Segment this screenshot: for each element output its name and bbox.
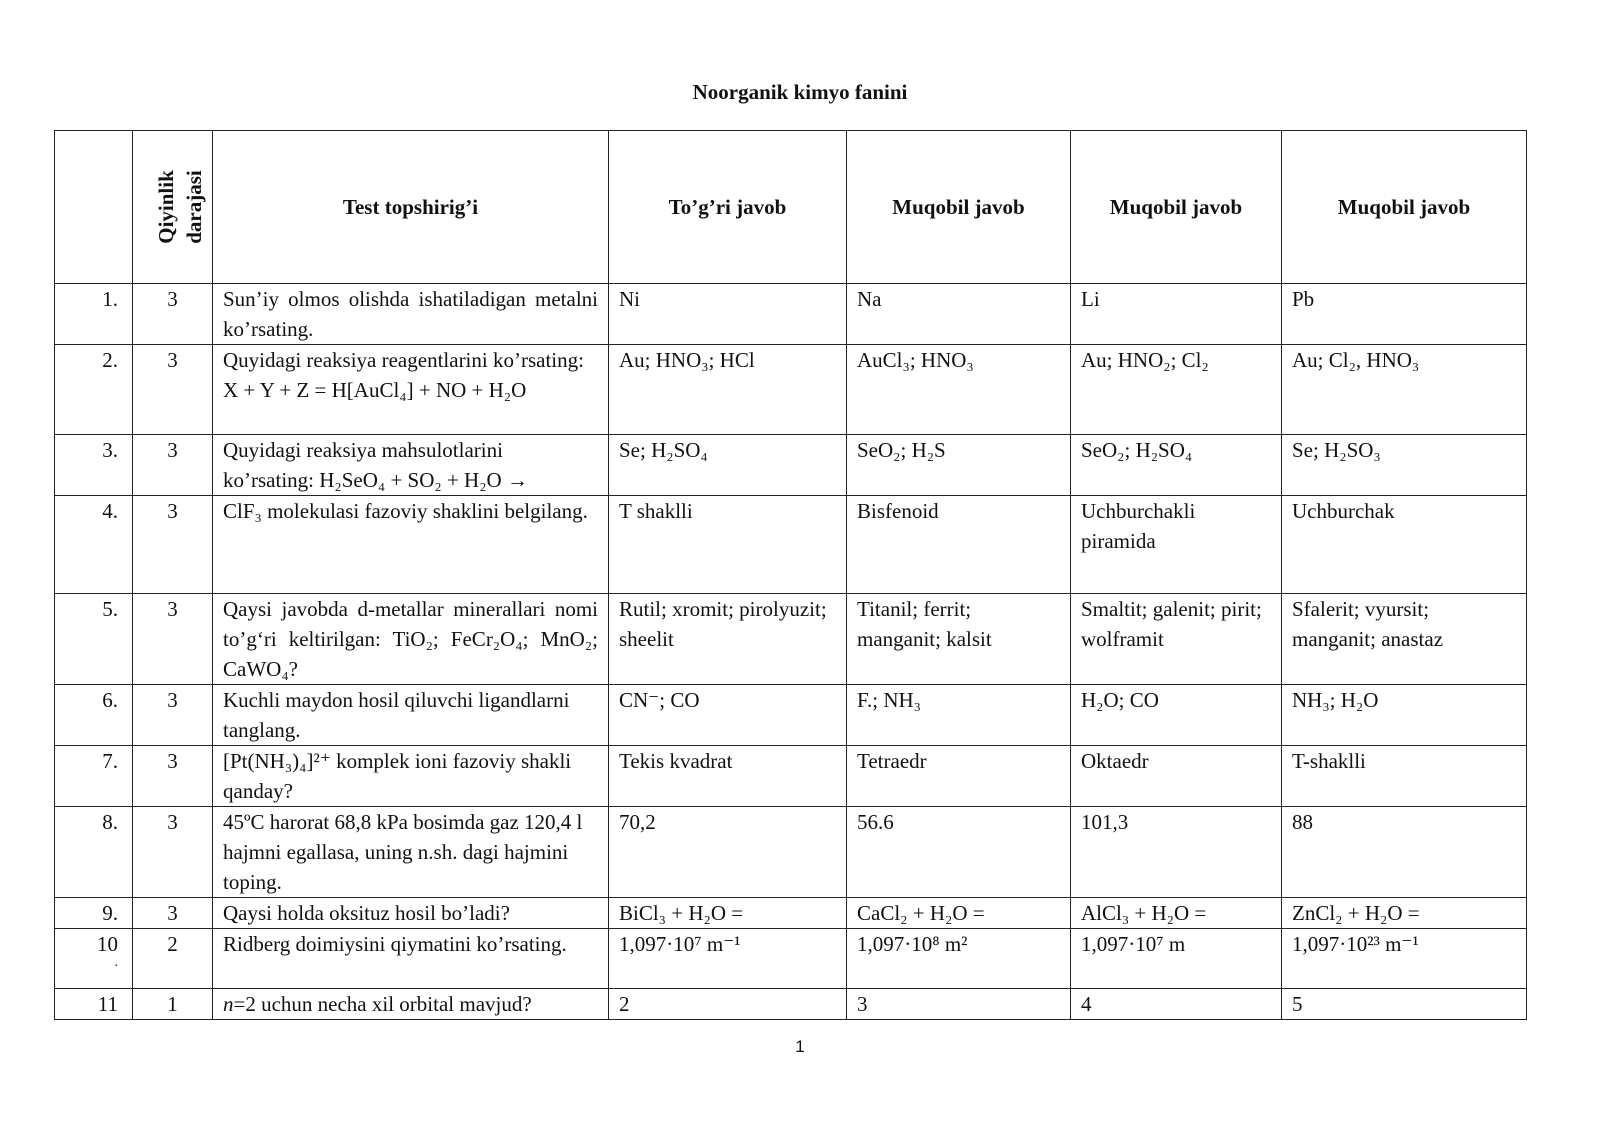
document-title: Noorganik kimyo fanini <box>692 80 908 104</box>
row-alternative-2: Li <box>1071 284 1282 345</box>
row-task: Qaysi holda oksituz hosil bo’ladi? <box>213 898 609 929</box>
row-alternative-1: Tetraedr <box>847 746 1071 807</box>
row-task <box>213 989 609 1020</box>
row-correct-answer: Rutil; xromit; pirolyuzit; sheelit <box>609 594 847 685</box>
row-number: 2. <box>55 345 133 435</box>
row-difficulty: 3 <box>133 496 213 594</box>
row-number-mark: . <box>114 955 118 970</box>
row-difficulty: 3 <box>133 435 213 496</box>
row-correct-answer: 70,2 <box>609 807 847 898</box>
row-alternative-3: ZnCl₂ + H₂O = <box>1282 898 1527 929</box>
row-number: 10 <box>97 932 118 956</box>
row-correct-answer: 2 <box>609 989 847 1020</box>
row-number: 4. <box>55 496 133 594</box>
table-row <box>55 807 1527 898</box>
row-difficulty: 3 <box>133 746 213 807</box>
row-task: Qaysi javobda d-metallar minerallari nomi to’g‘ri keltirilgan: TiO₂; FeCr₂O₄; MnO₂; CaWO₄? <box>213 594 609 685</box>
row-task: Ridberg doimiysini qiymatini ko’rsating. <box>213 929 609 989</box>
row-alternative-3: Uchburchak <box>1282 496 1527 594</box>
row-alternative-2: Oktaedr <box>1071 746 1282 807</box>
row-alternative-1: CaCl₂ + H₂O = <box>847 898 1071 929</box>
row-alternative-2: 101,3 <box>1071 807 1282 898</box>
row-alternative-3: Au; Cl₂, HNO₃ <box>1282 345 1527 435</box>
row-alternative-1: Titanil; ferrit; manganit; kalsit <box>847 594 1071 685</box>
test-table <box>54 130 1527 1020</box>
row-correct-answer: Tekis kvadrat <box>609 746 847 807</box>
row-difficulty: 2 <box>133 929 213 989</box>
row-alternative-3: NH₃; H₂O <box>1282 685 1527 746</box>
row-alternative-2: 4 <box>1071 989 1282 1020</box>
row-number: 3. <box>55 435 133 496</box>
row-alternative-3: Pb <box>1282 284 1527 345</box>
table-row <box>55 685 1527 746</box>
row-number: 1. <box>55 284 133 345</box>
table-row <box>55 929 1527 989</box>
row-correct-answer: BiCl₃ + H₂O = <box>609 898 847 929</box>
row-correct-answer: Se; H₂SO₄ <box>609 435 847 496</box>
row-correct-answer: CN⁻; CO <box>609 685 847 746</box>
row-task-text: =2 uchun necha xil orbital mavjud? <box>233 992 532 1016</box>
row-number: 11 <box>55 989 133 1020</box>
row-alternative-1: 1,097·10⁸ m² <box>847 929 1071 989</box>
row-difficulty: 3 <box>133 594 213 685</box>
row-number: 7. <box>55 746 133 807</box>
row-number: 6. <box>55 685 133 746</box>
table-row <box>55 594 1527 685</box>
header-alternative-answer-1: Muqobil javob <box>847 131 1071 284</box>
row-alternative-3: 88 <box>1282 807 1527 898</box>
table-row <box>55 345 1527 435</box>
table-header-row <box>55 131 1527 284</box>
row-alternative-1: AuCl₃; HNO₃ <box>847 345 1071 435</box>
row-alternative-2: Smaltit; galenit; pirit; wolframit <box>1071 594 1282 685</box>
header-difficulty <box>133 131 213 284</box>
row-correct-answer: T shaklli <box>609 496 847 594</box>
row-alternative-1: SeO₂; H₂S <box>847 435 1071 496</box>
row-number: 5. <box>55 594 133 685</box>
table-row <box>55 898 1527 929</box>
row-alternative-3: Sfalerit; vyursit; manganit; anastaz <box>1282 594 1527 685</box>
table-row <box>55 989 1527 1020</box>
row-number: 8. <box>55 807 133 898</box>
row-task: ClF₃ molekulasi fazoviy shaklini belgilang. <box>213 496 609 594</box>
row-alternative-3: T-shaklli <box>1282 746 1527 807</box>
row-task: Quyidagi reaksiya mahsulotlarini ko’rsating: H₂SeO₄ + SO₂ + H₂O → <box>213 435 609 496</box>
row-alternative-1: Na <box>847 284 1071 345</box>
row-task: Sun’iy olmos olishda ishatiladigan metalni ko’rsating. <box>213 284 609 345</box>
table-row <box>55 435 1527 496</box>
table-row <box>55 284 1527 345</box>
header-difficulty-line1: Qiyinlik <box>153 169 178 244</box>
row-task-text: Quyidagi reaksiya reagentlarini ko’rsating: <box>223 348 584 372</box>
row-alternative-1: 56.6 <box>847 807 1071 898</box>
row-alternative-3: 5 <box>1282 989 1527 1020</box>
row-difficulty: 1 <box>133 989 213 1020</box>
header-task: Test topshirig’i <box>213 131 609 284</box>
header-difficulty-line2: darajasi <box>181 169 206 244</box>
row-task <box>213 345 609 435</box>
row-task: 45ºC harorat 68,8 kPa bosimda gaz 120,4 l hajmni egallasa, uning n.sh. dagi hajmini toping. <box>213 807 609 898</box>
row-alternative-2: 1,097·10⁷ m <box>1071 929 1282 989</box>
row-alternative-1: 3 <box>847 989 1071 1020</box>
row-difficulty: 3 <box>133 898 213 929</box>
row-difficulty: 3 <box>133 807 213 898</box>
row-difficulty: 3 <box>133 345 213 435</box>
row-number: 9. <box>55 898 133 929</box>
row-correct-answer: Ni <box>609 284 847 345</box>
row-task: [Pt(NH₃)₄]²⁺ komplek ioni fazoviy shakli qanday? <box>213 746 609 807</box>
header-alternative-answer-3: Muqobil javob <box>1282 131 1527 284</box>
row-difficulty: 3 <box>133 685 213 746</box>
row-difficulty: 3 <box>133 284 213 345</box>
row-task-variable: n <box>223 992 234 1016</box>
row-correct-answer: 1,097·10⁷ m⁻¹ <box>609 929 847 989</box>
table-row <box>55 496 1527 594</box>
row-alternative-2: Au; HNO₂; Cl₂ <box>1071 345 1282 435</box>
row-task-equation: X + Y + Z = H[AuCl₄] + NO + H₂O <box>223 378 527 402</box>
header-alternative-answer-2: Muqobil javob <box>1071 131 1282 284</box>
table-row <box>55 746 1527 807</box>
row-number-cell <box>55 929 133 989</box>
row-alternative-2: H₂O; CO <box>1071 685 1282 746</box>
row-alternative-2: Uchburchakli piramida <box>1071 496 1282 594</box>
row-alternative-3: 1,097·10²³ m⁻¹ <box>1282 929 1527 989</box>
row-task: Kuchli maydon hosil qiluvchi ligandlarni tanglang. <box>213 685 609 746</box>
header-correct-answer: To’g’ri javob <box>609 131 847 284</box>
row-alternative-1: Bisfenoid <box>847 496 1071 594</box>
page-number: 1 <box>795 1037 805 1056</box>
row-alternative-2: SeO₂; H₂SO₄ <box>1071 435 1282 496</box>
row-alternative-2: AlCl₃ + H₂O = <box>1071 898 1282 929</box>
header-number <box>55 131 133 284</box>
row-correct-answer: Au; HNO₃; HCl <box>609 345 847 435</box>
row-alternative-1: F.; NH₃ <box>847 685 1071 746</box>
row-alternative-3: Se; H₂SO₃ <box>1282 435 1527 496</box>
